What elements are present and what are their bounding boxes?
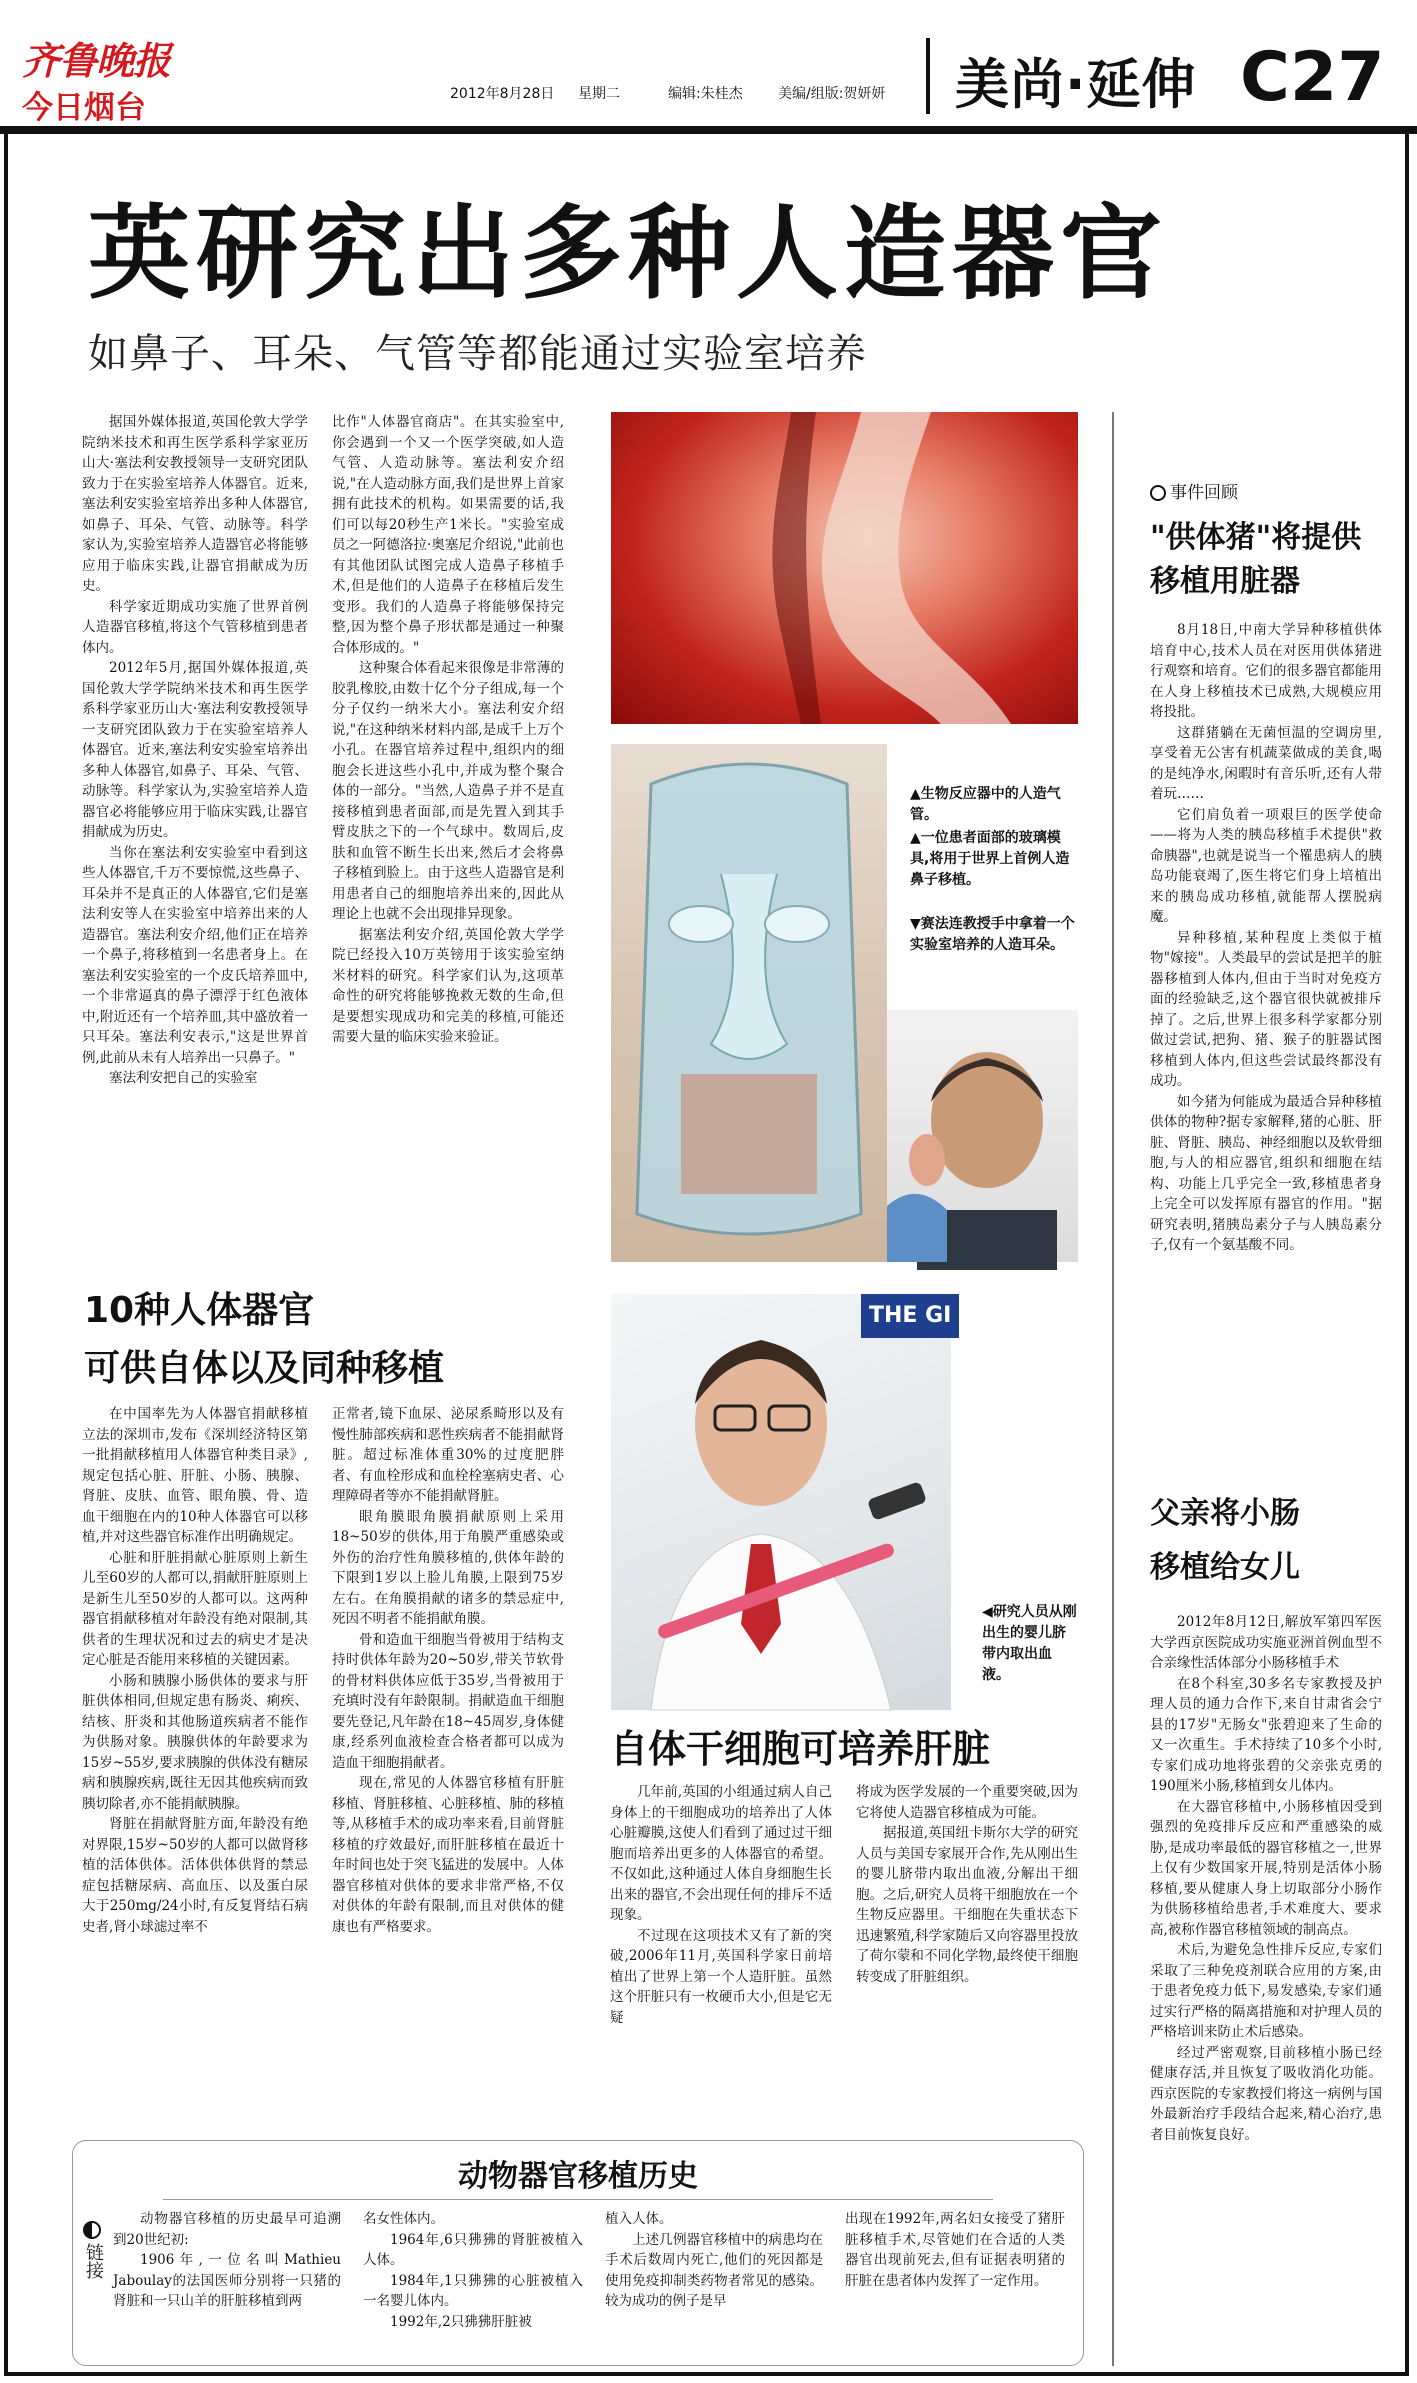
paragraph: 在8个科室,30多名专家教授及护理人员的通力合作下,来自甘肃省会宁县的17岁"无肠女"张碧迎来了生命的又一次重生。手术持续了10多个小时,专家们成功地将张碧的父亲张克勇的190厘米小肠,移植到女儿体内。: [1150, 1675, 1382, 1794]
paragraph: 2012年8月12日,解放军第四军医大学西京医院成功实施亚洲首例血型不合亲缘性活体部分小肠移植手术: [1150, 1614, 1382, 1671]
paragraph: 不过现在这项技术又有了新的突破,2006年11月,英国科学家日前培植出了世界上第一个人造肝脏。虽然这个肝脏只有一枚硬币大小,但是它无疑: [610, 1927, 832, 2026]
caption-researcher: ◀研究人员从刚出生的婴儿脐带内取出血液。: [982, 1604, 1077, 1683]
trachea-illustration: [611, 412, 1078, 724]
story2-title-line1: 10种人体器官: [84, 1290, 315, 1331]
story3-col1: [610, 1782, 832, 2026]
sidebar-label-text: 事件回顾: [1170, 483, 1238, 503]
main-story-col1: [82, 412, 308, 1280]
lab-sign: THE GI: [861, 1294, 959, 1338]
paragraph: 肾脏在捐献肾脏方面,年龄没有绝对界限,15岁~50岁的人都可以做肾移植的活体供体。活体供体供肾的禁忌症包括糖尿病、高血压、以及蛋白尿大于250mg/24小时,有反复肾结石病史者,肾小球滤过率不: [82, 1816, 308, 1935]
paragraph: 塞法利安把自己的实验室: [109, 1070, 258, 1086]
issue-date: 2012年8月28日: [450, 86, 555, 102]
paragraph: 1964年,6只狒狒的肾脏被植入人体。: [363, 2231, 583, 2268]
paragraph: 出现在1992年,两名妇女接受了猪肝脏移植手术,尽管她们在合适的人类器官出现前死去,但有证据表明猪的肝脏在患者体内发挥了一定作用。: [845, 2211, 1065, 2289]
masthead-rule: [0, 126, 1417, 134]
paragraph: 1906年,一位名叫Mathieu Jaboulay的法国医师分别将一只猪的肾脏和一只山羊的肝脏移植到两: [113, 2252, 341, 2309]
sidebar-rule: [1112, 412, 1114, 2366]
professor-illustration: [887, 1010, 1078, 1262]
paragraph: 它们肩负着一项艰巨的医学使命——将为人类的胰岛移植手术提供"救命胰器",也就是说当一个罹患病人的胰岛功能衰竭了,医生将它们身上培植出来的胰岛成功移植,就能帮人摆脱病魔。: [1150, 806, 1382, 925]
paragraph: 比作"人体器官商店"。在其实验室中,你会遇到一个又一个医学突破,如人造气管、人造动脉等。塞法利安介绍说,"在人造动脉方面,我们是世界上首家拥有此技术的机构。如果需要的话,我们可以每20秒生产1米长。"实验室成员之一阿德洛拉·奥塞尼介绍说,"此前也有其他团队试图完成人造鼻子移植手术,但是他们的人造鼻子在移植后发生变形。我们的人造鼻子将能够保持完整,因为整个鼻子形状都是通过一种聚合体形成的。": [332, 414, 564, 656]
paragraph: 正常者,镜下血尿、泌尿系畸形以及有慢性肺部疾病和恶性疾病者不能捐献肾脏。超过标准体重30%的过度肥胖者、有血栓形成和血栓栓塞病史者、心理障碍者等亦不能捐献肾脏。: [332, 1406, 564, 1504]
paragraph: 在中国率先为人体器官捐献移植立法的深圳市,发布《深圳经济特区第一批捐献移植用人体器官种类目录》,规定包括心脏、肝脏、小肠、胰腺、肾脏、皮肤、血管、眼角膜、骨、造血干细胞在内的10种人体器官可以移植,并对这些器官标准作出明确规定。: [82, 1406, 308, 1545]
paragraph: 2012年5月,据国外媒体报道,英国伦敦大学学院纳米技术和再生医学系科学家亚历山大·塞法利安教授领导一支研究团队致力于在实验室培养人体器官。近来,塞法利安实验室培养出多种人体器官,如鼻子、耳朵、气管、动脉等。科学家认为,实验室培养人造器官必将能够应用于临床实践,让器官捐献成为历史。: [82, 660, 308, 840]
section-name: 美尚·延伸: [955, 53, 1197, 116]
paragraph: 现在,常见的人体器官移植有肝脏移植、肾脏移植、心脏移植、肺的移植等,从移植手术的成功率来看,目前肾脏移植的疗效最好,而肝脏移植在最近十年时间也处于突飞猛进的发展中。人体器官移植对供体的要求非常严格,不仅对供体的年龄有限制,而且对供体的健康也有严格要求。: [332, 1775, 564, 1935]
masthead: [0, 0, 1417, 130]
nose-mould-photo: [611, 744, 887, 1262]
sidebar-story2-title-line1: 父亲将小肠: [1150, 1496, 1300, 1531]
paragraph: 名女性体内。: [363, 2211, 444, 2227]
sidebar-label: [1150, 478, 1238, 503]
sidebar-body: [1150, 620, 1382, 1440]
paragraph: 据塞法利安介绍,英国伦敦大学学院已经投入10万英镑用于该实验室纳米材料的研究。科学家们认为,这项革命性的研究将能够挽救无数的生命,但是要想实现成功和完美的移植,可能还需要大量的临床实验来验证。: [332, 926, 564, 1045]
bioreactor-photo: [611, 412, 1078, 724]
researcher-photo: [611, 1294, 951, 1710]
history-col2: [363, 2209, 583, 2359]
paragraph: 经过严密观察,目前移植小肠已经健康存活,并且恢复了吸收消化功能。西京医院的专家教授们将这一病例与国外最新治疗手段结合起来,精心治疗,患者目前恢复良好。: [1150, 2044, 1382, 2143]
history-side-label: [81, 2221, 103, 2286]
paragraph: 植入人体。: [605, 2211, 673, 2227]
sidebar-title-line1: "供体猪"将提供: [1150, 520, 1362, 555]
history-box: [72, 2140, 1084, 2366]
paragraph: 据国外媒体报道,英国伦敦大学学院纳米技术和再生医学系科学家亚历山大·塞法利安教授领导一支研究团队致力于在实验室培养人体器官。近来,塞法利安实验室培养出多种人体器官,如鼻子、耳朵、气管、动脉等。科学家认为,实验室培养人造器官必将能够应用于临床实践,让器官捐献成为历史。: [82, 414, 308, 594]
paragraph: 几年前,英国的小组通过病人自己身体上的干细胞成功的培养出了人体心脏瓣膜,这使人们看到了通过过干细胞而培养出更多的人体器官的希望。不仅如此,这种通过人体自身细胞生长出来的器官,不会出现任何的排斥不适现象。: [610, 1784, 832, 1923]
masthead-divider: [926, 38, 930, 114]
paragraph: 心脏和肝脏捐献心脏原则上新生儿至60岁的人都可以,捐献肝脏原则上是新生儿至50岁的人都可以。这两种器官捐献移植对年龄没有绝对限制,其供者的生理状况和过去的病史才是决定心脏是否能用来移植的关键因素。: [82, 1549, 308, 1668]
story2-col1: [82, 1404, 308, 1944]
sidebar-title-line2: 移植用脏器: [1150, 564, 1300, 599]
history-side-label-text: 链接: [83, 2243, 104, 2279]
story2-title-line2: 可供自体以及同种移植: [84, 1348, 445, 1389]
main-headline: 英研究出多种人造器官: [88, 195, 1168, 314]
history-col4: [845, 2209, 1065, 2359]
half-circle-icon: [83, 2221, 101, 2239]
designer-credit: 美编/组版:贺妍妍: [778, 86, 886, 102]
frame-right-rule: [1405, 134, 1409, 2376]
page-number: C27: [1240, 38, 1385, 117]
paragraph: 眼角膜眼角膜捐献原则上采用18~50岁的供体,用于角膜严重感染或外伤的治疗性角膜移植的,供体年龄的下限到1岁以上脸儿角膜,上限到75岁左右。在角膜捐献的诸多的禁忌症中,死因不明者不能捐献角膜。: [332, 1508, 564, 1627]
story3-title: 自体干细胞可培养肝脏: [610, 1727, 991, 1771]
editor-credit: 编辑:朱桂杰: [668, 86, 743, 102]
frame-left-rule: [4, 134, 8, 2376]
paragraph: 当你在塞法利安实验室中看到这些人体器官,千万不要惊慌,这些鼻子、耳朵并不是真正的人体器官,它们是塞法利安等人在实验室中培养出来的人造器官。塞法利安介绍,他们正在培养一个鼻子,将移植到一名患者身上。在塞法利安实验室的一个皮氏培养皿中,一个非常逼真的鼻子漂浮于红色液体中,附近还有一个培养皿,其中盛放着一只耳朵。塞法利安表示,"这是世界首例,此前从未有人培养出一只鼻子。": [82, 844, 308, 1066]
researcher-illustration: [611, 1294, 951, 1710]
paragraph: 在大器官移植中,小肠移植因受到强烈的免疫排斥反应和严重感染的威胁,是成功率最低的器官移植之一,世界上仅有少数国家开展,特别是活体小肠移植,要从健康人身上切取部分小肠作为供肠移植给患者,手术难度大、要求高,被称作器官移植领域的制高点。: [1150, 1798, 1382, 1938]
history-col3: [605, 2209, 823, 2359]
brand-logo: 齐鲁晚报: [22, 38, 171, 83]
story2-col2: [332, 1404, 564, 1944]
paragraph: 这种聚合体看起来很像是非常薄的胶乳橡胶,由数十亿个分子组成,每一个分子仅约一纳米大小。塞法利安介绍说,"在这种纳米材料内部,是成千上万个小孔。在器官培养过程中,组织内的细胞会长进这些小孔中,并成为整个聚合体的一部分。"当然,人造鼻子并不是直接移植到患者面部,而是先置入到其手臂皮肤之下的一个气球中。数周后,皮肤和血管不断生长出来,然后才会将鼻子移植到脸上。由于这些人造器官是利用患者自己的细胞培养出来的,因此从理论上也就不会出现排异现象。: [332, 660, 564, 922]
frame-bottom-rule: [4, 2372, 1409, 2376]
sidebar-story2-title-line2: 移植给女儿: [1150, 1550, 1300, 1585]
paragraph: 将成为医学发展的一个重要突破,因为它将使人造器官移植成为可能。: [856, 1784, 1078, 1821]
paragraph: 科学家近期成功实施了世界首例人造器官移植,将这个气管移植到患者体内。: [82, 598, 308, 656]
paragraph: 1992年,2只狒狒肝脏被: [390, 2313, 532, 2330]
glass-mould-illustration: [611, 744, 887, 1262]
paragraph: 上述几例器官移植中的病患均在手术后数周内死亡,他们的死因都是使用免疫抑制类药物者常见的感染。较为成功的例子是早: [605, 2231, 823, 2309]
paragraph: 小肠和胰腺小肠供体的要求与肝脏供体相同,但规定患有肠炎、痢疾、结核、肝炎和其他肠道疾病者不能作为供肠对象。胰腺供体的年龄要求为15岁~55岁,要求胰腺的供体没有糖尿病和胰腺疾病,既往无因其他疾病而致胰切除者,亦不能捐献胰腺。: [82, 1672, 308, 1812]
main-story-col2: [332, 412, 564, 1280]
history-col1: [113, 2209, 341, 2359]
caption-nose-mould: ▲一位患者面部的玻璃模具,将用于世界上首例人造鼻子移植。: [910, 830, 1070, 888]
history-title-rule: [163, 2199, 993, 2200]
paragraph: 这群猪躺在无菌恒温的空调房里,享受着无公害有机蔬菜做成的美食,喝的是纯净水,闲暇时有音乐听,还有人带着玩……: [1150, 724, 1382, 802]
paragraph: 异种移植,某种程度上类似于植物"嫁接"。人类最早的尝试是把羊的脏器移植到人体内,但由于当时对免疫方面的经验缺乏,这个器官很快就被排斥掉了。之后,世界上很多科学家都分别做过尝试,把狗、猪、猴子的脏器试图移植到人体内,但这些尝试最终都没有成功。: [1150, 929, 1382, 1089]
paragraph: 骨和造血干细胞当骨被用于结构支持时供体年龄为20~50岁,带关节软骨的骨材料供体应低于35岁,当骨被用于充填时没有年龄限制。捐献造血干细胞要先登记,凡年龄在18~45周岁,身体健康,经系列血液检查合格者都可以成为造血干细胞捐献者。: [332, 1631, 564, 1771]
story3-col2: [856, 1782, 1078, 1985]
paragraph: 术后,为避免急性排斥反应,专家们采取了三种免疫剂联合应用的方案,由于患者免疫力低下,易发感染,专家们通过实行严格的隔离措施和对护理人员的严格培训来防止术后感染。: [1150, 1942, 1382, 2040]
caption-ear: ▼赛法连教授手中拿着一个实验室培养的人造耳朵。: [910, 916, 1075, 953]
paragraph: 据报道,英国纽卡斯尔大学的研究人员与美国专家展开合作,先从刚出生的婴儿脐带内取出血液,分解出干细胞。之后,研究人员将干细胞放在一个生物反应器里。干细胞在失重状态下迅速繁殖,科学家随后又向容器里投放了荷尔蒙和不同化学物,最终使干细胞转变成了肝脏组织。: [856, 1825, 1078, 1985]
paragraph: 动物器官移植的历史最早可追溯到20世纪初:: [113, 2211, 341, 2248]
edition-name: 今日烟台: [22, 90, 146, 126]
sidebar-story2-body: [1150, 1612, 1382, 2364]
professor-photo: [887, 1010, 1078, 1262]
history-title: 动物器官移植历史: [458, 2159, 698, 2194]
paragraph: 8月18日,中南大学异种移植供体培育中心,技术人员在对医用供体猪进行观察和培育。它们的很多器官都能用在人身上移植技术已成熟,大规模应用将投批。: [1150, 622, 1382, 720]
caption-trachea: ▲生物反应器中的人造气管。: [910, 786, 1061, 823]
circle-icon: [1150, 485, 1166, 501]
paragraph: 1984年,1只狒狒的心脏被植入一名婴儿体内。: [363, 2272, 583, 2309]
main-subheadline: 如鼻子、耳朵、气管等都能通过实验室培养: [88, 331, 867, 377]
weekday: 星期二: [578, 86, 620, 102]
paragraph: 如今猪为何能成为最适合异种移植供体的物种?据专家解释,猪的心脏、肝脏、肾脏、胰岛、神经细胞以及软骨细胞,与人的相应器官,组织和细胞在结构、功能上几乎完全一致,移植患者身上完全可以发挥原有器官的作用。"据研究表明,猪胰岛素分子与人胰岛素分子,仅有一个氨基酸不同。: [1150, 1093, 1382, 1253]
